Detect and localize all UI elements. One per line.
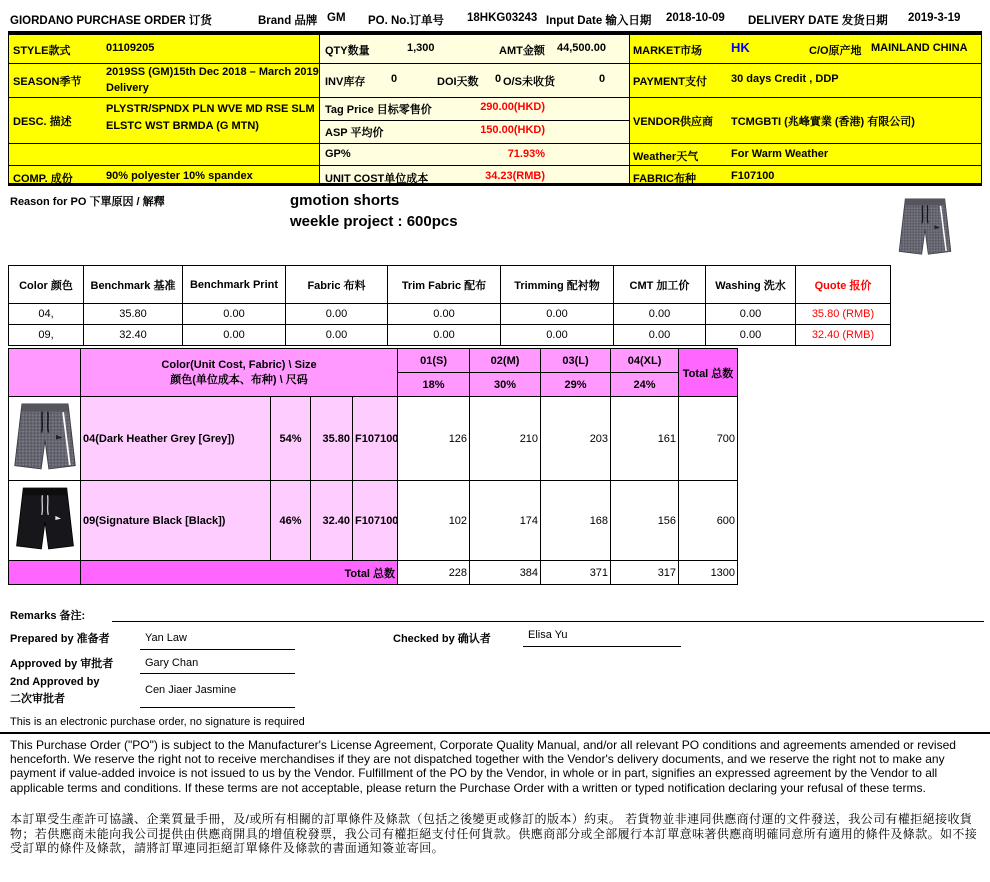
size-col-l: 03(L) xyxy=(541,349,611,373)
quote-cell: 32.40 (RMB) xyxy=(796,325,891,346)
swatch-header-cell xyxy=(9,349,81,397)
qty-label: QTY数量 xyxy=(325,45,370,57)
size-header-row-1 xyxy=(9,349,738,373)
unit-cost-label: UNIT COST单位成本 xyxy=(325,173,429,185)
size-title-en: Color(Unit Cost, Fabric) \ Size xyxy=(161,358,317,371)
doi-label: DOI天数 xyxy=(437,76,479,88)
inv-label: INV库存 xyxy=(325,76,366,88)
po-number-value: 18HKG03243 xyxy=(467,12,538,24)
market-label: MARKET市场 xyxy=(633,45,703,57)
cell: 0.00 xyxy=(286,325,388,346)
checked-by-label: Checked by 确认者 xyxy=(393,633,491,645)
col-cmt: CMT 加工价 xyxy=(614,266,706,304)
cell: 0.00 xyxy=(286,304,388,325)
cell: 09, xyxy=(9,325,84,346)
prepared-by-label: Prepared by 准备者 xyxy=(10,633,110,645)
size-title-cell xyxy=(81,349,398,397)
ratio-xl: 24% xyxy=(611,373,679,397)
qty-xl: 161 xyxy=(611,397,679,481)
fabric-code: F107100 xyxy=(353,481,398,561)
size-row-black xyxy=(9,481,738,561)
total-header-cell: Total 总数 xyxy=(679,349,738,397)
size-total-row xyxy=(9,561,738,585)
remarks-line xyxy=(112,621,984,622)
col-fabric: Fabric 布料 xyxy=(286,266,388,304)
top-header xyxy=(8,0,982,32)
fabric-code: F107100 xyxy=(353,397,398,481)
shorts-photo-black-cell xyxy=(9,481,81,561)
asp-value: 150.00(HKD) xyxy=(480,124,545,136)
desc-label: DESC. 描述 xyxy=(13,116,72,128)
cell: 0.00 xyxy=(183,304,286,325)
approved-by-value: Gary Chan xyxy=(145,657,199,669)
shorts-photo-grey xyxy=(896,196,954,258)
approved-by-label: Approved by 审批者 xyxy=(10,658,114,670)
prepared-by-value: Yan Law xyxy=(145,632,187,644)
vendor-label: VENDOR供应商 xyxy=(633,116,714,128)
tag-price-label: Tag Price 目标零售价 xyxy=(325,104,432,116)
signature-line xyxy=(140,673,295,674)
second-approved-label-cn: 二次审批者 xyxy=(10,693,65,705)
delivery-date-value: 2019-3-19 xyxy=(908,12,961,24)
cell: 0.00 xyxy=(501,304,614,325)
tag-price-value: 290.00(HKD) xyxy=(480,101,545,113)
asp-label: ASP 平均价 xyxy=(325,127,384,139)
fabric-value: F107100 xyxy=(731,170,775,182)
brand-label: Brand 品牌 xyxy=(258,15,318,27)
col-benchmark-print: Benchmark Print xyxy=(183,266,286,304)
os-value: 0 xyxy=(599,73,606,85)
size-col-xl: 04(XL) xyxy=(611,349,679,373)
payment-value: 30 days Credit , DDP xyxy=(731,73,839,85)
color-name: 09(Signature Black [Black]) xyxy=(81,481,271,561)
size-col-s: 01(S) xyxy=(398,349,470,373)
col-trim-fabric: Trim Fabric 配布 xyxy=(388,266,501,304)
comp-value: 90% polyester 10% spandex xyxy=(106,170,253,182)
unit-cost: 35.80 xyxy=(311,397,353,481)
payment-label: PAYMENT支付 xyxy=(633,76,707,88)
total-xl: 317 xyxy=(611,561,679,585)
size-table xyxy=(8,348,738,585)
cell: 0.00 xyxy=(614,325,706,346)
cost-table xyxy=(8,265,891,346)
season-label: SEASON季节 xyxy=(13,76,82,88)
cost-header-row xyxy=(9,266,891,304)
signature-line xyxy=(523,646,681,647)
qty-s: 102 xyxy=(398,481,470,561)
inv-value: 0 xyxy=(391,73,398,85)
co-label: C/O原产地 xyxy=(809,45,862,57)
color-ratio: 54% xyxy=(271,397,311,481)
cell: 0.00 xyxy=(501,325,614,346)
style-value: 01109205 xyxy=(106,42,155,54)
po-number-label: PO. No.订单号 xyxy=(368,15,445,27)
cell: 0.00 xyxy=(706,325,796,346)
gp-label: GP% xyxy=(325,148,351,160)
cell: 0.00 xyxy=(388,304,501,325)
qty-l: 168 xyxy=(541,481,611,561)
amt-value: 44,500.00 xyxy=(557,42,606,54)
grid-line-mid xyxy=(319,120,629,121)
col-benchmark: Benchmark 基准 xyxy=(84,266,183,304)
row-total: 600 xyxy=(679,481,738,561)
season-value: 2019SS (GM)15th Dec 2018 – March 2019 Delivery xyxy=(106,66,319,94)
color-name: 04(Dark Heather Grey [Grey]) xyxy=(81,397,271,481)
total-row-swatch-cell xyxy=(9,561,81,585)
signature-line xyxy=(140,707,295,708)
cell: 04, xyxy=(9,304,84,325)
cell: 0.00 xyxy=(388,325,501,346)
qty-value: 1,300 xyxy=(407,42,435,54)
size-row-grey xyxy=(9,397,738,481)
qty-m: 174 xyxy=(470,481,541,561)
terms-english: This Purchase Order ("PO") is subject to the Manufacturer's License Agreement, Corporate Quality Manual, and/or all relevant PO conditions and agreements amended or revised henceforth. We reserve the right not to receive merchandises if they are not dispatched together with the Vendor's delivery documents, and we reserve the right not to make any payment if value-added invoice is not issued to us by the Vendor. Fulfillment of the PO by the Vendor, in whole or in part, signifies an expressed agreement by the Vendor to all applicable terms and conditions. If these terms are not acceptable, please return the Purchase Order with a written or typed notification declaring your refusal of these terms. xyxy=(10,738,956,795)
second-approved-label-en: 2nd Approved by xyxy=(10,676,100,688)
ratio-l: 29% xyxy=(541,373,611,397)
size-title-cn: 颜色(单位成本、布种) \ 尺码 xyxy=(170,373,308,386)
fabric-label: FABRIC布种 xyxy=(633,173,696,185)
qty-xl: 156 xyxy=(611,481,679,561)
second-approved-value: Cen Jiaer Jasmine xyxy=(145,684,237,696)
cell: 0.00 xyxy=(183,325,286,346)
order-info-grid xyxy=(8,34,982,186)
total-l: 371 xyxy=(541,561,611,585)
weather-value: For Warm Weather xyxy=(731,148,829,160)
unit-cost-value: 34.23(RMB) xyxy=(485,170,545,182)
co-value: MAINLAND CHINA xyxy=(871,42,968,54)
desc-value: PLYSTR/SPNDX PLN WVE MD RSE SLM ELSTC WST BRMDA (G MTN) xyxy=(106,103,315,132)
checked-by-value: Elisa Yu xyxy=(528,629,568,641)
row-total: 700 xyxy=(679,397,738,481)
cost-row-09 xyxy=(9,325,891,346)
reason-label: Reason for PO 下單原因 / 解釋 xyxy=(10,196,165,208)
grid-line-v xyxy=(629,35,630,183)
po-note-line2: weekle project : 600pcs xyxy=(290,213,458,230)
qty-s: 126 xyxy=(398,397,470,481)
grand-total: 1300 xyxy=(679,561,738,585)
quote-cell: 35.80 (RMB) xyxy=(796,304,891,325)
ratio-s: 18% xyxy=(398,373,470,397)
total-m: 384 xyxy=(470,561,541,585)
color-ratio: 46% xyxy=(271,481,311,561)
signature-line xyxy=(140,649,295,650)
qty-m: 210 xyxy=(470,397,541,481)
amt-label: AMT金额 xyxy=(499,45,545,57)
total-row-label: Total 总数 xyxy=(81,561,398,585)
grid-line xyxy=(9,143,981,144)
terms-divider xyxy=(0,732,990,734)
input-date-value: 2018-10-09 xyxy=(666,12,725,24)
shorts-photo-grey-cell xyxy=(9,397,81,481)
cell: 35.80 xyxy=(84,304,183,325)
remarks-title: Remarks 备注: xyxy=(10,610,86,622)
vendor-value: TCMGBTI (兆峰實業 (香港) 有限公司) xyxy=(731,116,915,128)
size-col-m: 02(M) xyxy=(470,349,541,373)
cell: 0.00 xyxy=(706,304,796,325)
unit-cost: 32.40 xyxy=(311,481,353,561)
shorts-photo-grey-small xyxy=(12,398,78,476)
col-quote: Quote 报价 xyxy=(796,266,891,304)
electronic-po-note: This is an electronic purchase order, no signature is required xyxy=(10,716,305,728)
delivery-date-label: DELIVERY DATE 发货日期 xyxy=(748,15,888,27)
gp-value: 71.93% xyxy=(507,148,545,160)
po-title: GIORDANO PURCHASE ORDER 订货 xyxy=(10,15,212,27)
grid-line xyxy=(9,97,981,98)
brand-value: GM xyxy=(327,12,346,24)
os-label: O/S未收货 xyxy=(503,76,555,88)
cell: 0.00 xyxy=(614,304,706,325)
input-date-label: Input Date 输入日期 xyxy=(546,15,652,27)
grid-line xyxy=(9,165,981,166)
style-label: STYLE款式 xyxy=(13,45,71,57)
col-color: Color 颜色 xyxy=(9,266,84,304)
total-s: 228 xyxy=(398,561,470,585)
market-value: HK xyxy=(731,40,750,55)
doi-value: 0 xyxy=(495,73,502,85)
po-note-line1: gmotion shorts xyxy=(290,192,400,209)
weather-label: Weather天气 xyxy=(633,151,699,163)
cost-row-04 xyxy=(9,304,891,325)
qty-l: 203 xyxy=(541,397,611,481)
terms-chinese: 本訂單受生產許可協議、企業質量手冊，及/或所有相關的訂單條件及條款（包括之後變更或修訂的版本）約束。 若貨物並非連同供應商付運的文件發送，我公司有權拒絕接收貨物；若供應商未能向我公司提供由供應商開具的增值稅發票，我公司有權拒絕支付任何貨款。供應商部分或全部履行本訂單意味著供應商明確同意所有適用的條件及條款。如不接受訂單的條件及條款，請將訂單連同拒絕訂單條件及條款的書面通知簽並寄回。 xyxy=(10,812,978,856)
col-trimming: Trimming 配衬物 xyxy=(501,266,614,304)
cell: 32.40 xyxy=(84,325,183,346)
col-washing: Washing 洗水 xyxy=(706,266,796,304)
comp-label: COMP. 成份 xyxy=(13,173,73,185)
ratio-m: 30% xyxy=(470,373,541,397)
shorts-photo-black-small xyxy=(14,483,76,555)
